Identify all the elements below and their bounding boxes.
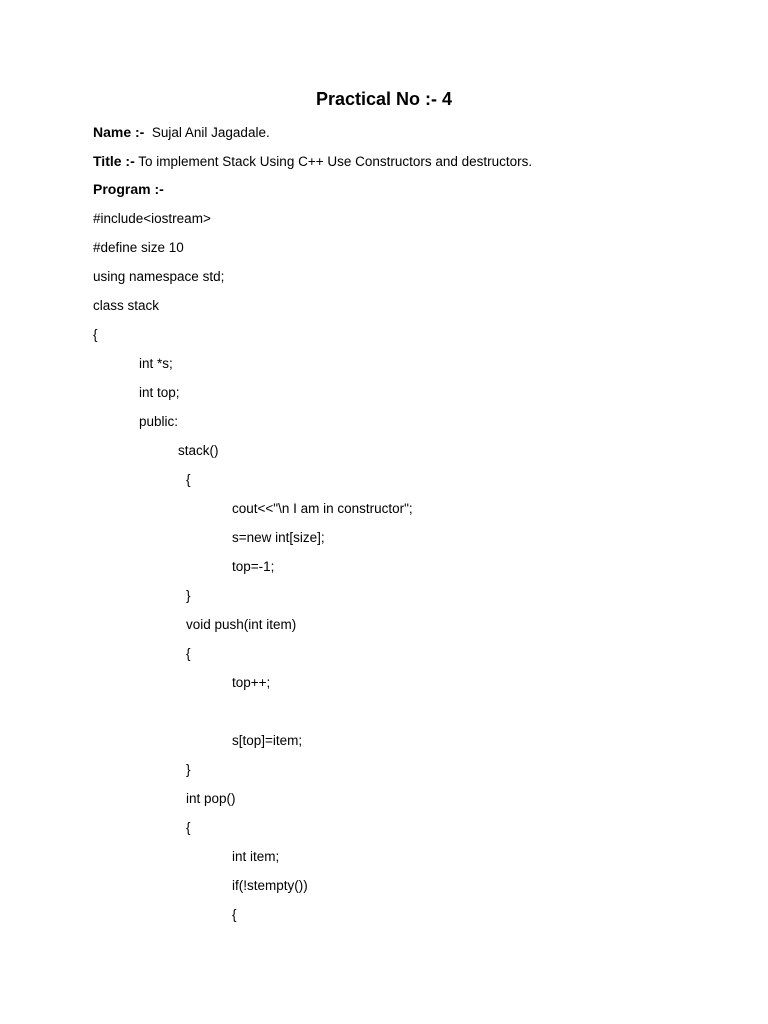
code-line: { xyxy=(186,820,191,835)
code-line: cout<<"\n I am in constructor"; xyxy=(232,501,413,516)
code-line: { xyxy=(232,907,237,922)
program-label: Program :- xyxy=(93,181,164,197)
name-field xyxy=(93,122,270,143)
code-line: stack() xyxy=(178,443,219,458)
program-field xyxy=(93,179,164,200)
title-field xyxy=(93,151,532,172)
code-line: { xyxy=(93,327,98,342)
code-line: } xyxy=(186,588,191,603)
code-line: int item; xyxy=(232,849,280,864)
code-line: int *s; xyxy=(139,356,173,371)
code-line: int top; xyxy=(139,385,180,400)
code-line: void push(int item) xyxy=(186,617,297,632)
code-line: } xyxy=(186,762,191,777)
title-label: Title :- xyxy=(93,153,135,169)
name-value: Sujal Anil Jagadale. xyxy=(151,125,270,140)
code-line: class stack xyxy=(93,298,160,313)
code-line: using namespace std; xyxy=(93,269,225,284)
code-line: #define size 10 xyxy=(93,240,184,255)
code-line: #include<iostream> xyxy=(93,211,211,226)
code-line: { xyxy=(186,472,191,487)
code-line: public: xyxy=(139,414,179,429)
code-line: top=-1; xyxy=(232,559,275,574)
code-line: int pop() xyxy=(186,791,236,806)
page-title: Practical No :- 4 xyxy=(315,89,453,109)
code-line: top++; xyxy=(232,675,271,690)
code-line: s[top]=item; xyxy=(232,733,303,748)
title-value: To implement Stack Using C++ Use Constructors and destructors. xyxy=(138,154,533,169)
code-line: { xyxy=(186,646,191,661)
code-line: s=new int[size]; xyxy=(232,530,325,545)
name-label: Name :- xyxy=(93,124,145,140)
code-line: if(!stempty()) xyxy=(232,878,308,893)
